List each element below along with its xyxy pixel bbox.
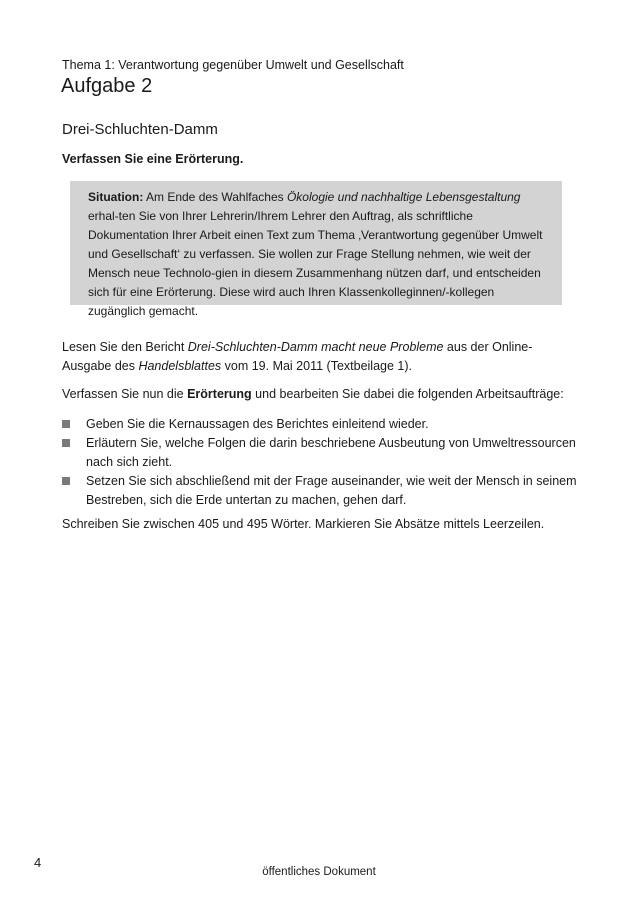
task-text-1: Verfassen Sie nun die (62, 387, 188, 401)
task-paragraph (62, 385, 572, 404)
square-bullet-icon (62, 477, 70, 485)
task-item-text: Erläutern Sie, welche Folgen die darin beschriebene Ausbeutung von Umweltressourcen nach sich zieht. (86, 436, 576, 469)
task-title: Aufgabe 2 (61, 75, 153, 97)
page-number: 4 (34, 855, 42, 870)
list-item (62, 415, 582, 434)
footer-text: öffentliches Dokument (262, 866, 376, 878)
situation-text-1: Am Ende des Wahlfaches (143, 190, 287, 204)
list-item (62, 434, 582, 472)
task-text-2: und bearbeiten Sie dabei die folgenden Arbeitsaufträge: (251, 387, 564, 401)
newspaper-name: Handelsblattes (138, 359, 222, 373)
situation-label: Situation: (88, 190, 144, 204)
square-bullet-icon (62, 439, 70, 447)
task-emphasis: Erörterung (187, 387, 252, 401)
intro-text-3: vom 19. Mai 2011 (Textbeilage 1). (221, 359, 412, 373)
situation-text-2: erhal-ten Sie von Ihrer Lehrerin/Ihrem Lehrer den Auftrag, als schriftliche Dokumentation Ihrer Arbeit einen Text zum Thema ‚Verantwortung gegenüber Umwelt und Gesellschaft‘ zu verfassen. Sie wollen zur Frage Stellung nehmen, wie weit der Mensch neue Technolo-gien in diesem Zusammenhang nützen darf, und entscheiden sich für eine Erörterung. Diese wird auch Ihren Klassenkolleginnen/-kollegen zugänglich gemacht. (88, 209, 543, 318)
footer (0, 866, 638, 878)
situation-text (88, 188, 550, 321)
task-list (62, 415, 582, 510)
theme-line: Thema 1: Verantwortung gegenüber Umwelt und Gesellschaft (62, 58, 404, 72)
list-item (62, 472, 582, 510)
task-item-text: Geben Sie die Kernaussagen des Berichtes einleitend wieder. (86, 417, 429, 431)
intro-text-2: aus der Online-Ausgabe des (62, 340, 533, 373)
situation-course: Ökologie und nachhaltige Lebensgestaltung (286, 190, 521, 204)
situation-box (70, 181, 562, 318)
square-bullet-icon (62, 420, 70, 428)
intro-text-1: Lesen Sie den Bericht (62, 340, 188, 354)
instruction: Verfassen Sie eine Erörterung. (62, 152, 244, 166)
intro-paragraph (62, 338, 572, 376)
subject-title: Drei-Schluchten-Damm (62, 121, 218, 138)
word-count-paragraph: Schreiben Sie zwischen 405 und 495 Wörter. Markieren Sie Absätze mittels Leerzeilen. (62, 517, 545, 531)
article-title: Drei-Schluchten-Damm macht neue Probleme (187, 340, 444, 354)
task-item-text: Setzen Sie sich abschließend mit der Frage auseinander, wie weit der Mensch in seinem Bestreben, sich die Erde untertan zu machen, gehen darf. (86, 474, 577, 507)
